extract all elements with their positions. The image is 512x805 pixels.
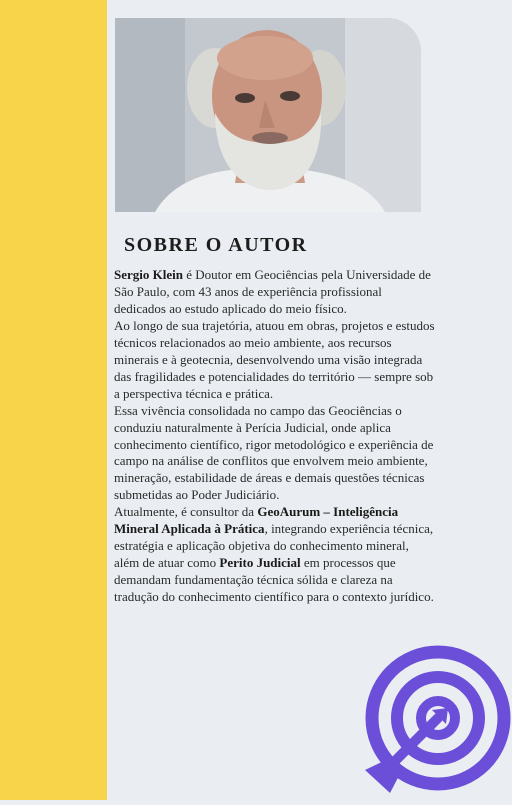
role-name: Perito Judicial [219, 555, 301, 571]
section-title: SOBRE O AUTOR [124, 234, 308, 256]
yellow-side-bar [0, 0, 107, 800]
author-photo [115, 18, 421, 212]
bio-paragraph-3: Essa vivência consolidada no campo das Geociências o conduziu naturalmente à Perícia Judicial, onde aplica conhecimento científico, rigor metodológico e experiência de campo na análise de conflitos que envolvem meio ambiente, mineração, estabilidade de áreas e demais questões técnicas submetidas ao Poder Judiciário. [114, 402, 434, 503]
author-name: Sergio Klein [114, 267, 183, 282]
target-arrow-icon [360, 638, 512, 800]
bio-paragraph-4: Atualmente, é consultor da GeoAurum – Inteligência Mineral Aplicada à Prática, integrando experiência técnica, estratégia e aplicação objetiva do conhecimento mineral, além de atuar como Perito Judicial em processos que demandam fundamentação técnica sólida e clareza na tradução do conhecimento científico para o contexto jurídico. [114, 504, 434, 605]
author-bio [114, 267, 436, 606]
bio-paragraph-1: Sergio Klein é Doutor em Geociências pela Universidade de São Paulo, com 43 anos de experiência profissional dedicados ao estudo aplicado do meio físico. [114, 267, 431, 316]
company-name: GeoAurum – Inteligência Mineral Aplicada à Prática [114, 504, 399, 537]
bio-paragraph-2: Ao longo de sua trajetória, atuou em obras, projetos e estudos técnicos relacionados ao meio ambiente, aos recursos minerais e à geotecnia, desenvolvendo uma visão integrada das fragilidades e potencialidades do território — sempre sob a perspectiva técnica e prática. [114, 317, 435, 401]
